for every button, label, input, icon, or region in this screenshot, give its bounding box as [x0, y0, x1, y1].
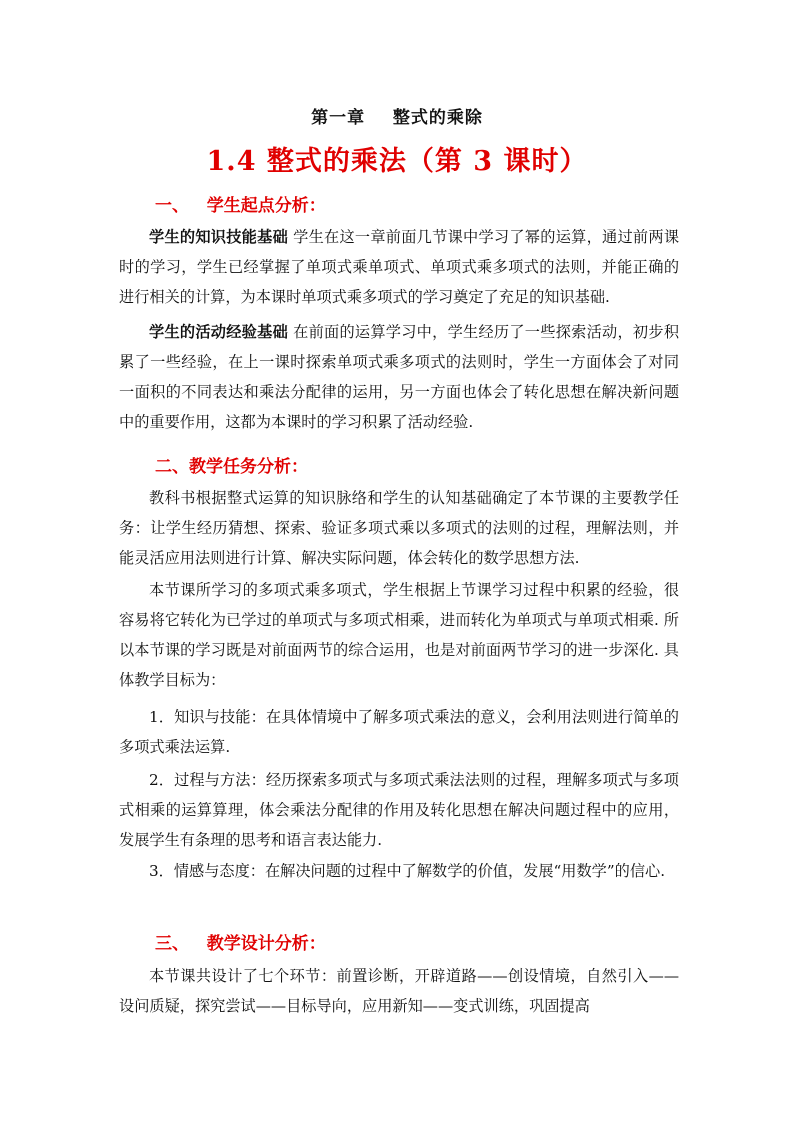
- paragraph-design-steps: 本节课共设计了七个环节：前置诊断，开辟道路——创设情境，自然引入——设问质疑，探究尝试——目标导向，应用新知——变式训练，巩固提高: [119, 967, 679, 1015]
- goal-process-methods: 2．过程与方法：经历探索多项式与多项式乘法法则的过程，理解多项式与多项式相乘的运算算理，体会乘法分配律的作用及转化思想在解决问题过程中的应用，发展学生有条理的思考和语言表达能力.: [119, 771, 679, 849]
- section-heading-student-analysis: 一、 学生起点分析：: [155, 196, 326, 216]
- paragraph-knowledge-foundation: [119, 222, 679, 312]
- paragraph-text: 在前面的运算学习中，学生经历了一些探索活动，初步积累了一些经验，在上一课时探索单项式乘多项式的法则时，学生一方面体会了对同一面积的不同表达和乘法分配律的运用，另一方面也体会了转化思想在解决新问题中的重要作用，这都为本课时的学习积累了活动经验.: [119, 323, 680, 431]
- section-heading-design-analysis: 三、 教学设计分析：: [155, 934, 326, 954]
- lesson-title: 1.4 整式的乘法（第 3 课时）: [206, 146, 588, 177]
- goal-emotion-attitude: 3．情感与态度：在解决问题的过程中了解数学的价值，发展“用数学”的信心.: [149, 862, 666, 880]
- section-heading-task-analysis: 二、教学任务分析：: [155, 457, 308, 477]
- paragraph-teaching-tasks: 教科书根据整式运算的知识脉络和学生的认知基础确定了本节课的主要教学任务：让学生经历猜想、探索、验证多项式乘以多项式的法则的过程，理解法则，并能灵活应用法则进行计算、解决实际问题，体会转化的数学思想方法.: [119, 489, 679, 567]
- paragraph-lead: 学生的活动经验基础: [149, 323, 289, 341]
- chapter-title: 第一章 整式的乘除: [311, 108, 483, 128]
- paragraph-lesson-content: 本节课所学习的多项式乘多项式，学生根据上节课学习过程中积累的经验，很容易将它转化为已学过的单项式与多项式相乘，进而转化为单项式与单项式相乘. 所以本节课的学习既是对前面两节的综合运用，也是对前面两节学习的进一步深化. 具体教学目标为：: [119, 581, 679, 689]
- goal-knowledge-skills: 1．知识与技能：在具体情境中了解多项式乘法的意义，会利用法则进行简单的多项式乘法运算.: [119, 708, 679, 756]
- paragraph-text: 学生在这一章前面几节课中学习了幂的运算，通过前两课时的学习，学生已经掌握了单项式乘单项式、单项式乘多项式的法则，并能正确的进行相关的计算，为本课时单项式乘多项式的学习奠定了充足的知识基础.: [119, 228, 680, 306]
- paragraph-lead: 学生的知识技能基础: [149, 228, 289, 246]
- paragraph-activity-experience: [119, 317, 679, 437]
